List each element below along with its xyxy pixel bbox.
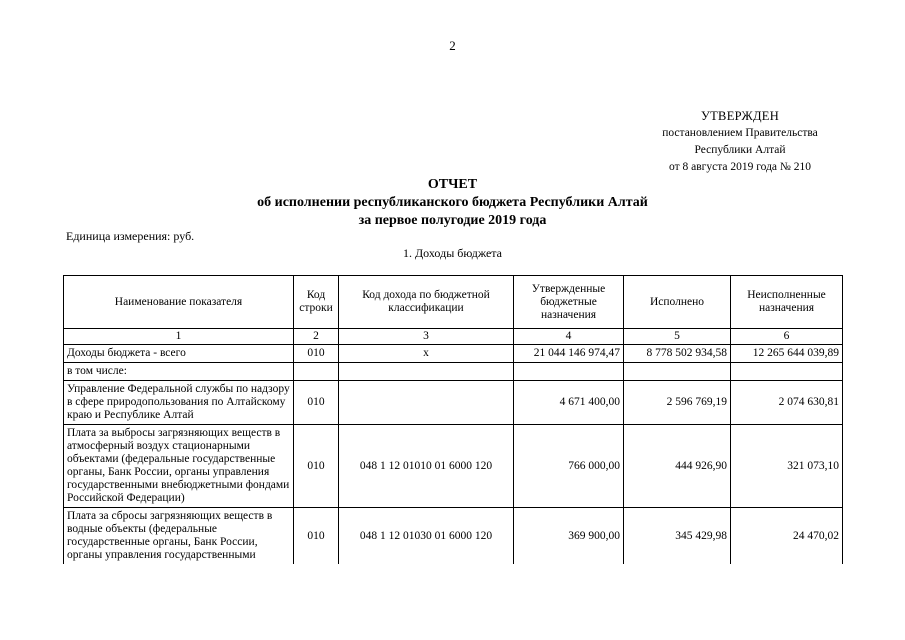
- approval-block: [640, 108, 840, 176]
- row-unexecuted: 24 470,02: [731, 508, 843, 565]
- row-income-code: 048 1 12 01010 01 6000 120: [339, 425, 514, 508]
- row-name: Управление Федеральной службы по надзору в сфере природопользования по Алтайскому краю и Республике Алтай: [64, 381, 294, 425]
- column-number-row: [64, 329, 843, 345]
- row-executed: 2 596 769,19: [624, 381, 731, 425]
- header-indicator-name: Наименование показателя: [64, 276, 294, 329]
- row-approved: 4 671 400,00: [514, 381, 624, 425]
- header-income-code: Код дохода по бюджетной классификации: [339, 276, 514, 329]
- row-name: в том числе:: [64, 363, 294, 381]
- header-unexecuted: Неисполненные назначения: [731, 276, 843, 329]
- column-number: 1: [64, 329, 294, 345]
- header-approved: Утвержденные бюджетные назначения: [514, 276, 624, 329]
- row-executed: [624, 363, 731, 381]
- row-name: Доходы бюджета - всего: [64, 345, 294, 363]
- row-income-code: x: [339, 345, 514, 363]
- row-unexecuted: 2 074 630,81: [731, 381, 843, 425]
- table-row: [64, 345, 843, 363]
- table-header-row: [64, 276, 843, 329]
- income-table: [63, 275, 843, 564]
- row-unexecuted: 12 265 644 039,89: [731, 345, 843, 363]
- report-title: [0, 176, 905, 230]
- header-line-code: Код строки: [294, 276, 339, 329]
- header-executed: Исполнено: [624, 276, 731, 329]
- row-executed: 345 429,98: [624, 508, 731, 565]
- approval-title: УТВЕРЖДЕН: [700, 109, 780, 123]
- column-number: 6: [731, 329, 843, 345]
- approval-line-2: Республики Алтай: [694, 144, 786, 156]
- row-executed: 8 778 502 934,58: [624, 345, 731, 363]
- report-title-line-2: об исполнении республиканского бюджета Республики Алтай: [257, 195, 648, 210]
- unit-label: Единица измерения: руб.: [66, 229, 195, 243]
- row-approved: 21 044 146 974,47: [514, 345, 624, 363]
- approval-line-1: постановлением Правительства: [662, 127, 818, 139]
- row-unexecuted: [731, 363, 843, 381]
- table-row: [64, 508, 843, 565]
- row-approved: 369 900,00: [514, 508, 624, 565]
- column-number: 4: [514, 329, 624, 345]
- row-line-code: 010: [294, 508, 339, 565]
- section-title: 1. Доходы бюджета: [403, 246, 502, 260]
- report-title-line-3: за первое полугодие 2019 года: [358, 213, 547, 228]
- column-number: 2: [294, 329, 339, 345]
- table-row: [64, 363, 843, 381]
- row-line-code: [294, 363, 339, 381]
- report-title-line-1: ОТЧЕТ: [427, 177, 478, 192]
- table-row: [64, 425, 843, 508]
- row-income-code: [339, 363, 514, 381]
- column-number: 3: [339, 329, 514, 345]
- row-executed: 444 926,90: [624, 425, 731, 508]
- row-income-code: 048 1 12 01030 01 6000 120: [339, 508, 514, 565]
- row-income-code: [339, 381, 514, 425]
- row-line-code: 010: [294, 345, 339, 363]
- approval-line-3: от 8 августа 2019 года № 210: [668, 161, 812, 173]
- row-approved: 766 000,00: [514, 425, 624, 508]
- row-line-code: 010: [294, 381, 339, 425]
- row-unexecuted: 321 073,10: [731, 425, 843, 508]
- table-row: [64, 381, 843, 425]
- row-approved: [514, 363, 624, 381]
- row-line-code: 010: [294, 425, 339, 508]
- row-name: Плата за выбросы загрязняющих веществ в атмосферный воздух стационарными объектами (федеральные государственные органы, Банк России, органы управления государственными внебюджетными фондами Российской Федерации): [64, 425, 294, 508]
- column-number: 5: [624, 329, 731, 345]
- page-number: 2: [449, 38, 456, 53]
- row-name: Плата за сбросы загрязняющих веществ в водные объекты (федеральные государственные органы, Банк России, органы управления государственными: [64, 508, 294, 565]
